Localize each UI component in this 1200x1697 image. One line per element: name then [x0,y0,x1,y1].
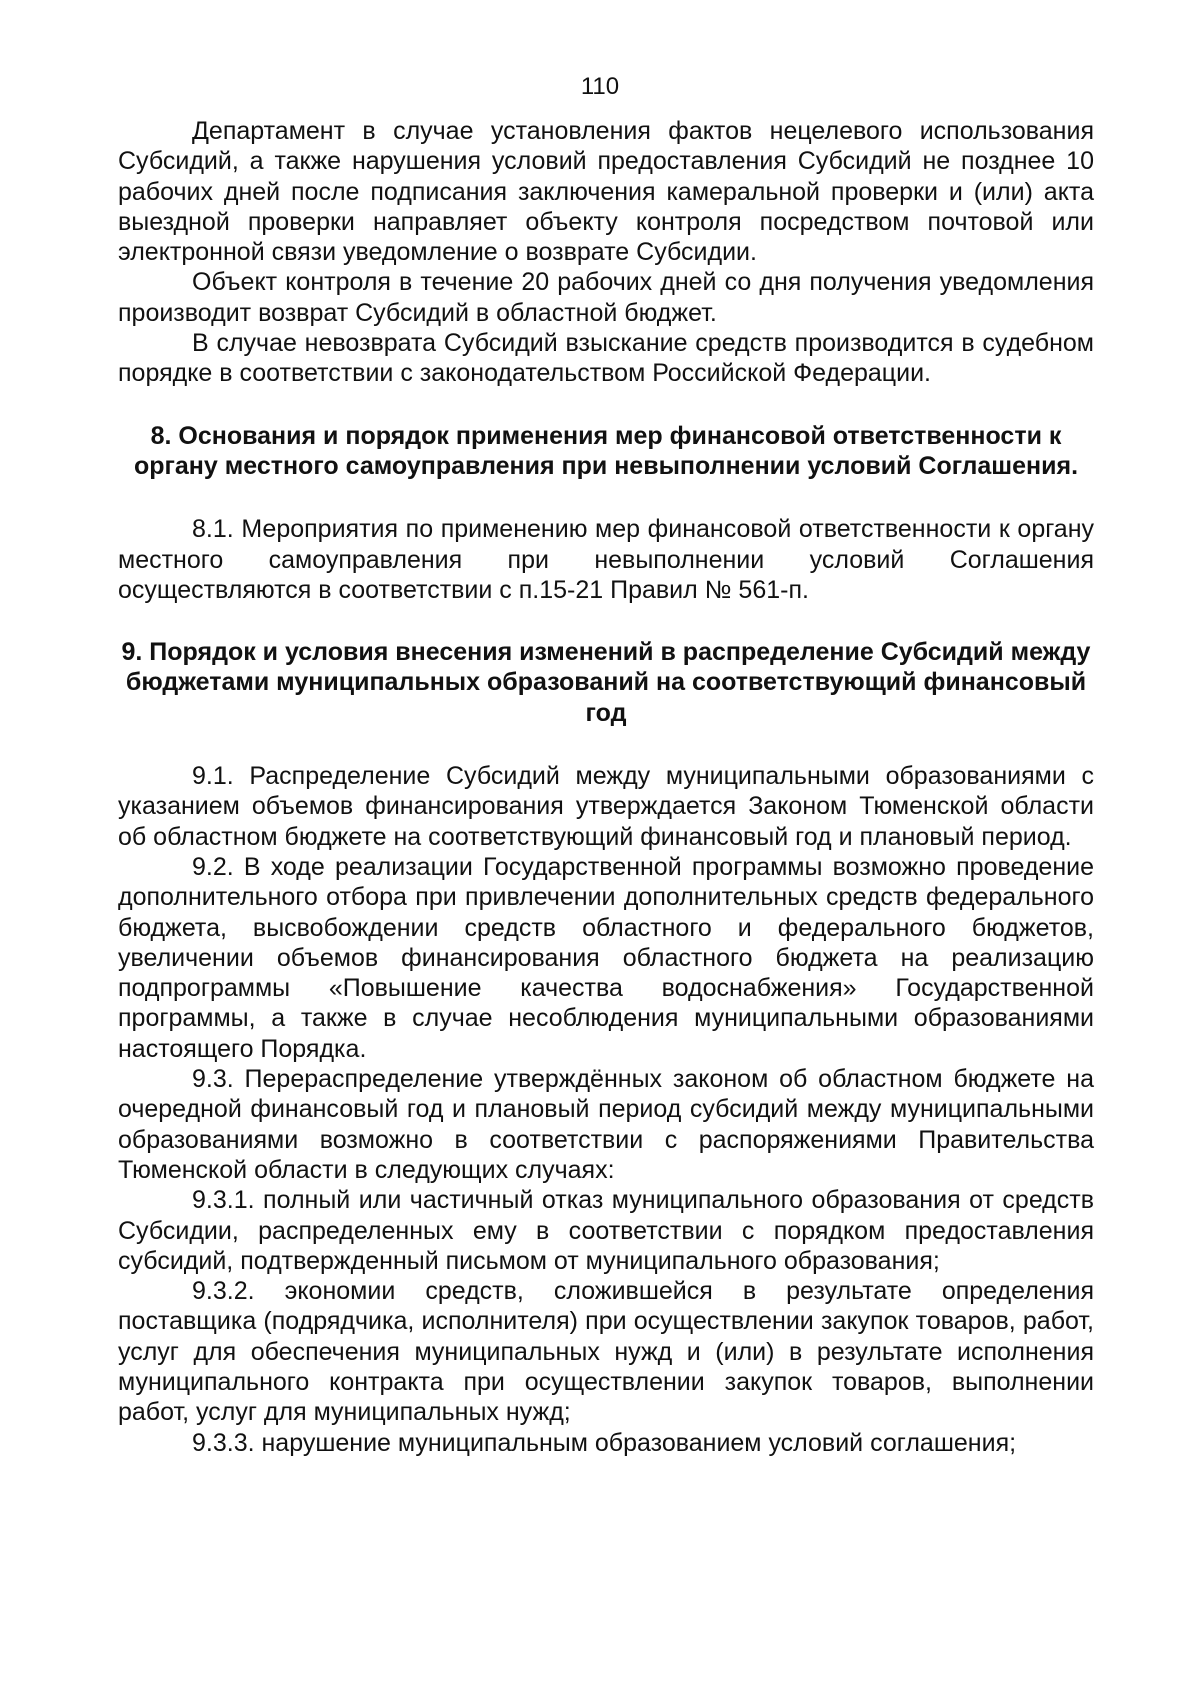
paragraph-9-2: 9.2. В ходе реализации Государственной программы возможно проведение дополнительного отбора при привлечении дополнительных средств федерального бюджета, высвобождении средств областного и федерального бюджетов, увеличении объемов финансирования областного бюджета на реализацию подпрограммы «Повышение качества водоснабжения» Государственной программы, а также в случае несоблюдения муниципальными образованиями настоящего Порядка. [118,852,1094,1063]
section-8-heading: 8. Основания и порядок применения мер финансовой ответственности к органу местного самоуправления при невыполнении условий Соглашения. [133,421,1079,480]
paragraph-8-1: 8.1. Мероприятия по применению мер финансовой ответственности к органу местного самоуправления при невыполнении условий Соглашения осуществляются в соответствии с п.15-21 Правил № 561-п. [118,515,1094,604]
paragraph-court-recovery: В случае невозврата Субсидий взыскание средств производится в судебном порядке в соответствии с законодательством Российской Федерации. [118,329,1094,388]
paragraph-9-3-1: 9.3.1. полный или частичный отказ муниципального образования от средств Субсидии, распределенных ему в соответствии с порядком предоставления субсидий, подтвержденный письмом от муниципального образования; [118,1186,1094,1275]
paragraph-9-1: 9.1. Распределение Субсидий между муниципальными образованиями с указанием объемов финансирования утверждается Законом Тюменской области об областном бюджете на соответствующий финансовый год и плановый период. [118,762,1094,851]
page-content [118,116,1094,1458]
paragraph-refund-term: Объект контроля в течение 20 рабочих дней со дня получения уведомления производит возврат Субсидий в областной бюджет. [118,268,1094,327]
paragraph-refund-notice: Департамент в случае установления фактов нецелевого использования Субсидий, а также нарушения условий предоставления Субсидий не позднее 10 рабочих дней после подписания заключения камеральной проверки и (или) акта выездной проверки направляет объекту контроля посредством почтовой или электронной связи уведомление о возврате Субсидии. [118,117,1094,267]
paragraph-9-3-2: 9.3.2. экономии средств, сложившейся в результате определения поставщика (подрядчика, исполнителя) при осуществлении закупок товаров, работ, услуг для обеспечения муниципальных нужд и (или) в результате исполнения муниципального контракта при осуществлении закупок товаров, выполнении работ, услуг для муниципальных нужд; [118,1277,1094,1427]
section-9-heading: 9. Порядок и условия внесения изменений в распределение Субсидий между бюджетами муниципальных образований на соответствующий финансовый год [121,638,1091,727]
paragraph-9-3: 9.3. Перераспределение утверждённых законом об областном бюджете на очередной финансовый год и плановый период субсидий между муниципальными образованиями возможно в соответствии с распоряжениями Правительства Тюменской области в следующих случаях: [118,1065,1094,1184]
paragraph-9-3-3: 9.3.3. нарушение муниципальным образованием условий соглашения; [192,1428,1017,1457]
page-number: 110 [580,73,620,100]
